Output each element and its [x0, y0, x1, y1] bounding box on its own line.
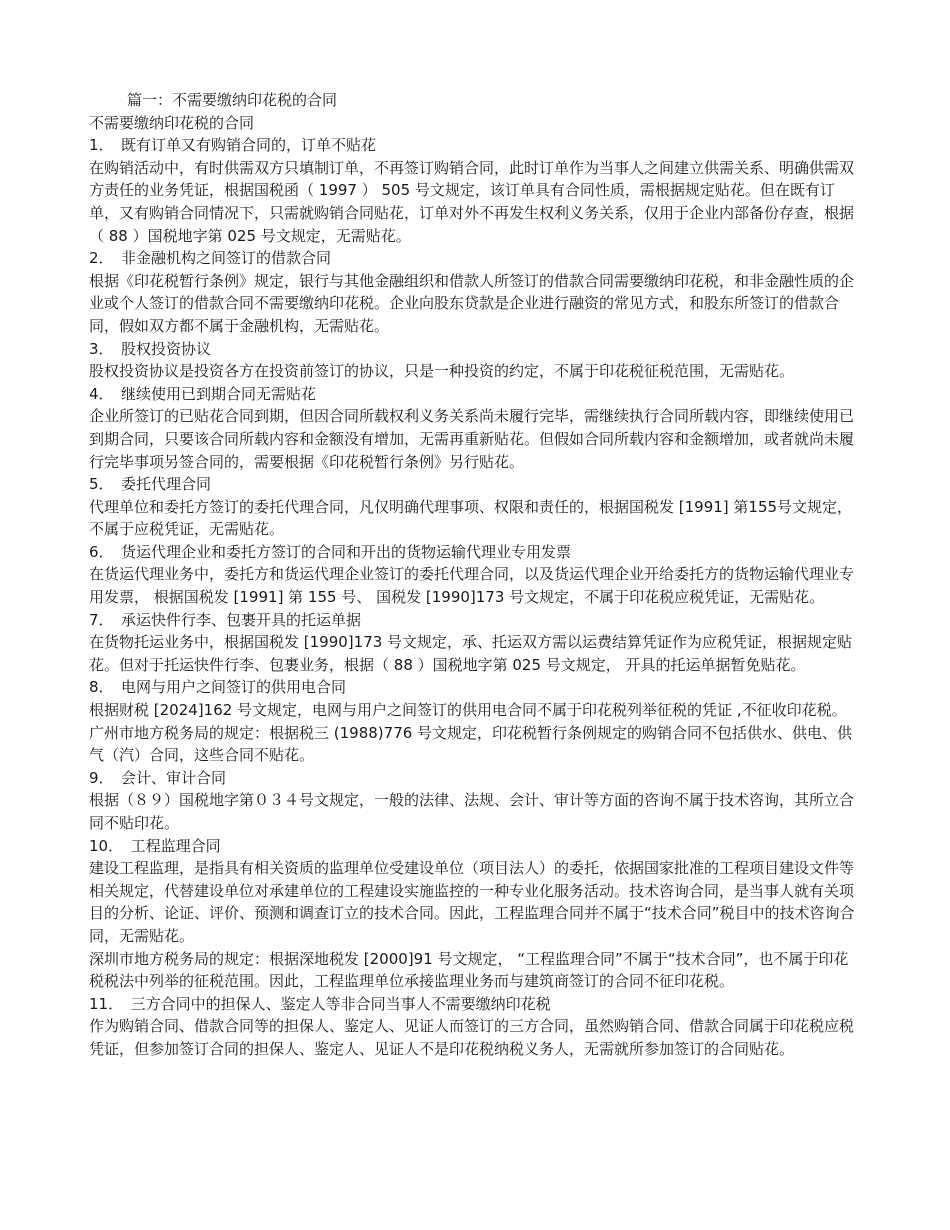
section-heading-1: 1． 既有订单又有购销合同的，订单不贴花: [89, 136, 377, 155]
section-heading-4: 4． 继续使用已到期合同无需贴花: [89, 384, 317, 403]
document-title: 篇一：不需要缴纳印花税的合同: [127, 91, 338, 109]
document-body: [89, 89, 863, 1061]
section-paragraph: 在购销活动中，有时供需双方只填制订单，不再签订购销合同，此时订单作为当事人之间建立供需关系、明确供需双方责任的业务凭证，根据国税函（ 1997 ） 505 号文规定，该订单具有合同性质，需根据规定贴花。但在既有订单，又有购销合同情况下，只需就购销合同贴花，订单对外不再发生权利义务关系，仅用于企业内部备份存查，根据（ 88 ）国税地字第 025 号文规定，无需贴花。: [89, 158, 855, 245]
section-heading-8: 8． 电网与用户之间签订的供用电合同: [89, 678, 347, 697]
document-subtitle: 不需要缴纳印花税的合同: [89, 113, 255, 132]
section-paragraph: 广州市地方税务局的规定：根据税三 (1988)776 号文规定，印花税暂行条例规定的购销合同不包括供水、供电、供气（汽）合同，这些合同不贴花。: [89, 723, 853, 765]
section-paragraph: 企业所签订的已贴花合同到期，但因合同所载权利义务关系尚未履行完毕，需继续执行合同所载内容，即继续使用已到期合同，只要该合同所载内容和金额没有增加，无需再重新贴花。但假如合同所载内容和金额增加，或者就尚未履行完毕事项另签合同的，需要根据《印花税暂行条例》另行贴花。: [89, 407, 855, 471]
section-paragraph: 作为购销合同、借款合同等的担保人、鉴定人、见证人而签订的三方合同，虽然购销合同、借款合同属于印花税应税凭证，但参加签订合同的担保人、鉴定人、见证人不是印花税纳税义务人，无需就所参加签订的合同贴花。: [89, 1017, 855, 1058]
section-paragraph: 在货物托运业务中，根据国税发 [1990]173 号文规定，承、托运双方需以运费结算凭证作为应税凭证，根据规定贴花。但对于托运快件行李、包裹业务，根据（ 88 ）国税地字第 025 号文规定， 开具的托运单据暂免贴花。: [89, 633, 853, 674]
section-heading-2: 2． 非金融机构之间签订的借款合同: [89, 249, 332, 268]
section-heading-7: 7． 承运快件行李、包裹开具的托运单据: [89, 610, 362, 629]
section-heading-6: 6． 货运代理企业和委托方签订的合同和开出的货物运输代理业专用发票: [89, 542, 572, 561]
section-paragraph: 深圳市地方税务局的规定：根据深地税发 [2000]91 号文规定， “工程监理合同”不属于“技术合同”，也不属于印花税税法中列举的征税范围。因此，工程监理单位承接监理业务而与建筑商签订的合同不征印花税。: [89, 949, 849, 991]
section-paragraph: 根据《印花税暂行条例》规定，银行与其他金融组织和借款人所签订的借款合同需要缴纳印花税，和非金融性质的企业或个人签订的借款合同不需要缴纳印花税。企业向股东贷款是企业进行融资的常见方式，和股东所签订的借款合同，假如双方都不属于金融机构，无需贴花。: [89, 271, 855, 335]
section-paragraph: 代理单位和委托方签订的委托代理合同，凡仅明确代理事项、权限和责任的，根据国税发 [1991] 第155号文规定，不属于应税凭证，无需贴花。: [89, 497, 853, 539]
section-paragraph: 建设工程监理，是指具有相关资质的监理单位受建设单位（项目法人）的委托，依据国家批准的工程项目建设文件等相关规定，代替建设单位对承建单位的工程建设实施监控的一种专业化服务活动。技术咨询合同，是当事人就有关项目的分析、论证、评价、预测和调查订立的技术合同。因此，工程监理合同并不属于“技术合同”税目中的技术咨询合同，无需贴花。: [89, 859, 855, 945]
section-paragraph: 根据（８９）国税地字第０３４号文规定，一般的法律、法规、会计、审计等方面的咨询不属于技术咨询，其所立合同不贴印花。: [89, 791, 855, 832]
section-heading-11: 11． 三方合同中的担保人、鉴定人等非合同当事人不需要缴纳印花税: [89, 994, 551, 1013]
section-paragraph: 股权投资协议是投资各方在投资前签订的协议，只是一种投资的约定，不属于印花税征税范围，无需贴花。: [89, 362, 795, 381]
section-heading-10: 10． 工程监理合同: [89, 836, 221, 855]
section-paragraph: 在货运代理业务中，委托方和货运代理企业签订的委托代理合同，以及货运代理企业开给委托方的货物运输代理业专用发票， 根据国税发 [1991] 第 155 号、 国税发 [1990]173 号文规定，不属于印花税应税凭证，无需贴花。: [89, 565, 855, 607]
section-paragraph: 根据财税 [2024]162 号文规定，电网与用户之间签订的供用电合同不属于印花税列举征税的凭证 ,不征收印花税。: [89, 701, 847, 720]
section-heading-9: 9． 会计、审计合同: [89, 768, 227, 787]
section-heading-3: 3． 股权投资协议: [89, 339, 212, 358]
section-heading-5: 5． 委托代理合同: [89, 475, 212, 494]
